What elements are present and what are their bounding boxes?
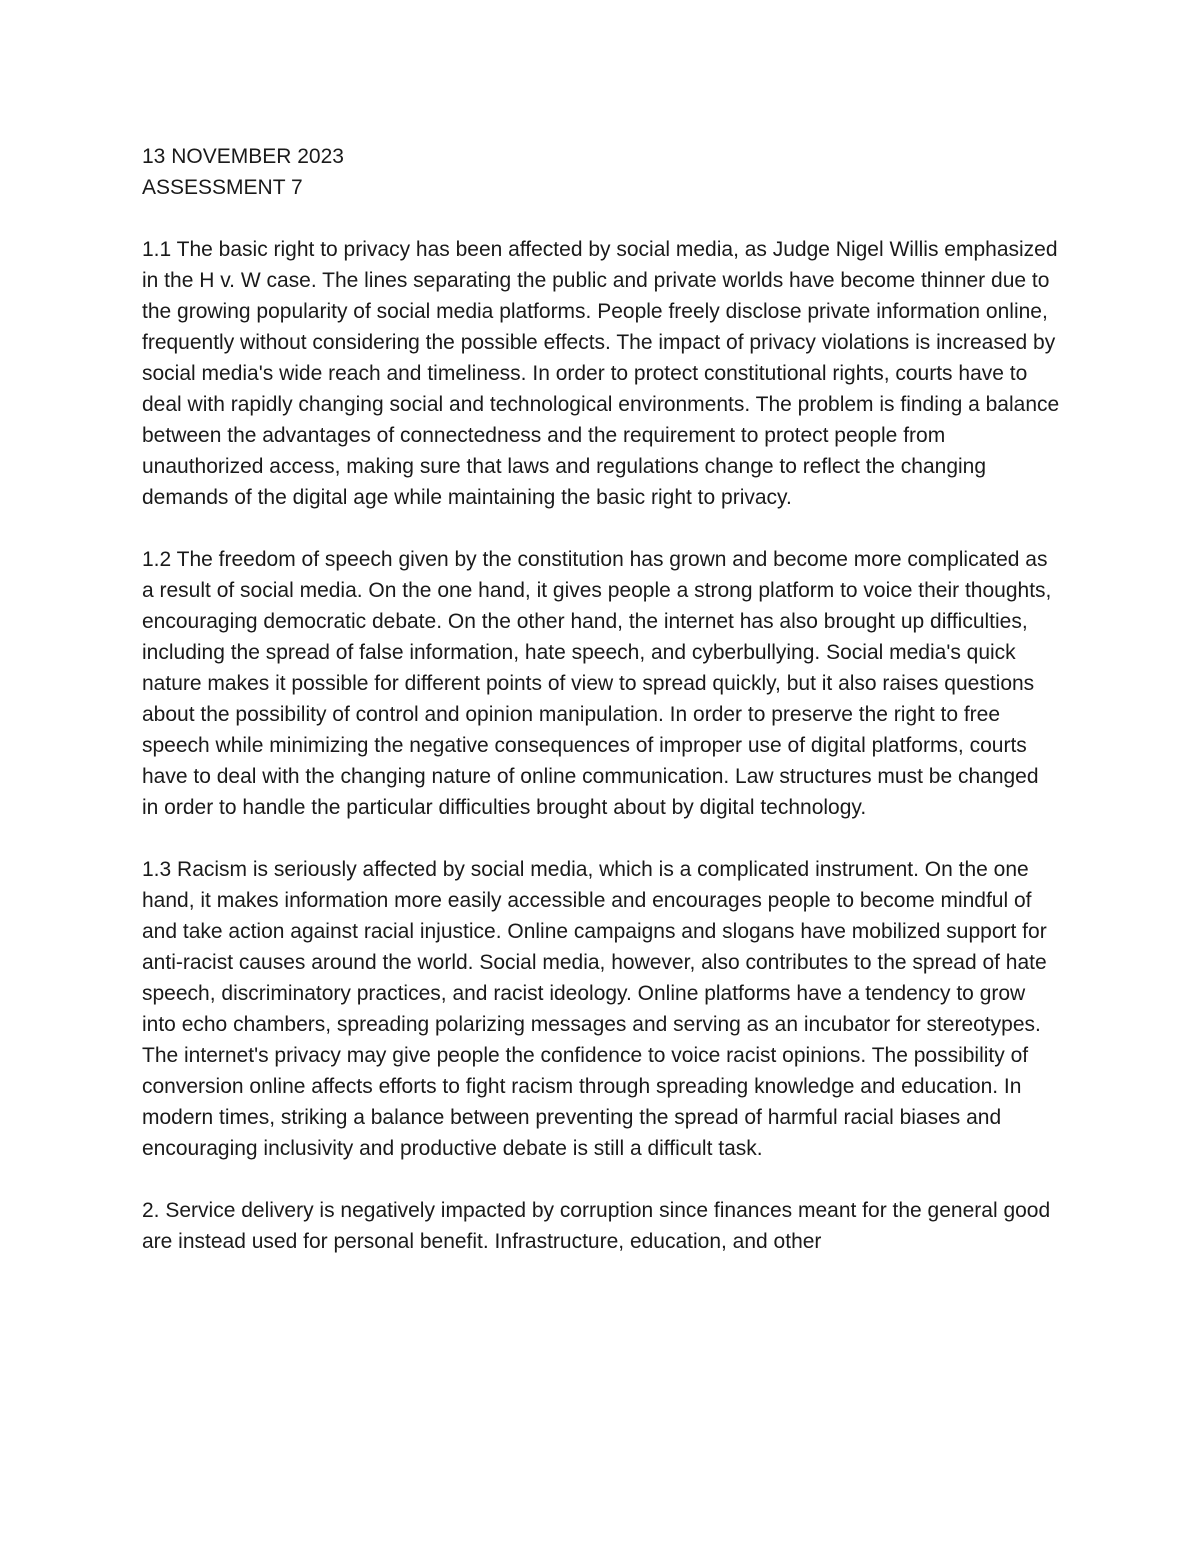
paragraph-2: 2. Service delivery is negatively impacted by corruption since finances meant for the general good are instead used for personal benefit. Infrastructure, education, and other [142, 1199, 1051, 1253]
paragraph-1-2: 1.2 The freedom of speech given by the constitution has grown and become more complicated as a result of social media. On the one hand, it gives people a strong platform to voice their thoughts, encouraging democratic debate. On the other hand, the internet has also brought up difficulties, including the spread of false information, hate speech, and cyberbullying. Social media's quick nature makes it possible for different points of view to spread quickly, but it also raises questions about the possibility of control and opinion manipulation. In order to preserve the right to free speech while minimizing the negative consequences of improper use of digital platforms, courts have to deal with the changing nature of online communication. Law structures must be changed in order to handle the particular difficulties brought about by digital technology. [142, 548, 1052, 819]
document-date: 13 NOVEMBER 2023 [142, 145, 344, 168]
paragraph-1-3: 1.3 Racism is seriously affected by social media, which is a complicated instrument. On the one hand, it makes information more easily accessible and encourages people to become mindful of and take action against racial injustice. Online campaigns and slogans have mobilized support for anti-racist causes around the world. Social media, however, also contributes to the spread of hate speech, discriminatory practices, and racist ideology. Online platforms have a tendency to grow into echo chambers, spreading polarizing messages and serving as an incubator for stereotypes. The internet's privacy may give people the confidence to voice racist opinions. The possibility of conversion online affects efforts to fight racism through spreading knowledge and education. In modern times, striking a balance between preventing the spread of harmful racial biases and encouraging inclusivity and productive debate is still a difficult task. [142, 858, 1047, 1160]
paragraph-1-1: 1.1 The basic right to privacy has been affected by social media, as Judge Nigel Willis emphasized in the H v. W case. The lines separating the public and private worlds have become thinner due to the growing popularity of social media platforms. People freely disclose private information online, frequently without considering the possible effects. The impact of privacy violations is increased by social media's wide reach and timeliness. In order to protect constitutional rights, courts have to deal with rapidly changing social and technological environments. The problem is finding a balance between the advantages of connectedness and the requirement to protect people from unauthorized access, making sure that laws and regulations change to reflect the changing demands of the digital age while maintaining the basic right to privacy. [142, 238, 1060, 509]
document-body [142, 234, 1060, 1257]
document-title: ASSESSMENT 7 [142, 176, 303, 199]
document-header [142, 141, 1060, 203]
